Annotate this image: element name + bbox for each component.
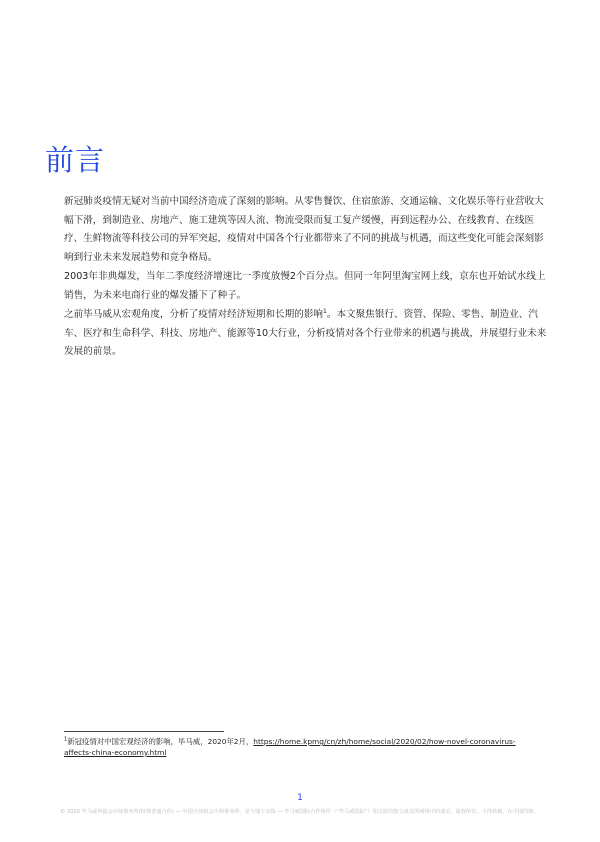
intro-paragraph-3 [64, 306, 548, 362]
intro-paragraph-2: 2003年非典爆发，当年二季度经济增速比一季度放慢2个百分点。但同一年阿里淘宝网上线，京东也开始试水线上销售，为未来电商行业的爆发播下了种子。 [64, 271, 546, 301]
footnote-link[interactable]: https://home.kpmg/cn/zh/home/social/2020/02/how-novel-coronavirus-affects-china-economy.html [64, 737, 516, 757]
paragraph-3-text-start: 之前毕马威从宏观角度，分析了疫情对经济短期和长期的影响 [64, 309, 324, 320]
intro-paragraph-1: 新冠肺炎疫情无疑对当前中国经济造成了深刻的影响。从零售餐饮、住宿旅游、交通运输、文化娱乐等行业营收大幅下滑，到制造业、房地产、施工建筑等因人流、物流受限而复工复产缓慢，再到远程办公、在线教育、在线医疗、生鲜物流等科技公司的异军突起，疫情对中国各个行业都带来了不同的挑战与机遇，而这些变化可能会深刻影响到行业未来发展趋势和竞争格局。 [64, 196, 544, 263]
footnote-reference[interactable]: 1 [323, 307, 327, 315]
footnote-divider [64, 731, 224, 732]
footnote-number: 1 [64, 736, 68, 743]
footnote-text: 新冠疫情对中国宏观经济的影响，毕马威，2020年2月， [67, 737, 254, 746]
footnote [64, 736, 534, 758]
copyright-notice: © 2020 毕马威华振会计师事务所(特殊普通合伙) — 中国合伙制会计师事务所，是与瑞士实体 — 毕马威国际合作组织（“毕马威国际”）相关联的独立成员所网络中的成员。版权所有，不得转载。在中国印制。 [60, 809, 539, 815]
paragraph-3-text-end: 。本文聚焦银行、资管、保险、零售、制造业、汽车、医疗和生命科学、科技、房地产、能源等10大行业，分析疫情对各个行业带来的机遇与挑战，并展望行业未来发展的前景。 [64, 309, 547, 357]
page-number: 1 [297, 793, 303, 803]
page-title: 前言 [45, 143, 106, 177]
